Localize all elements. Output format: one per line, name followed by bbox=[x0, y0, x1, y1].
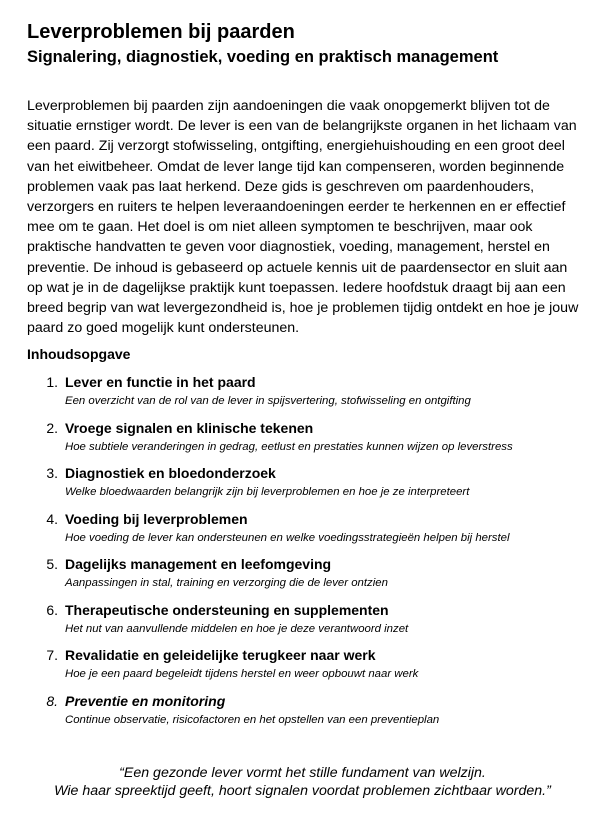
quote-line-1: “Een gezonde lever vormt het stille fundament van welzijn. bbox=[119, 765, 486, 781]
toc-item-title: Revalidatie en geleidelijke terugkeer naar werk bbox=[65, 647, 376, 663]
toc-item-number: 8. bbox=[46, 692, 58, 709]
toc-item-number: 6. bbox=[46, 601, 58, 618]
table-of-contents bbox=[0, 373, 605, 737]
toc-item-4 bbox=[0, 510, 605, 556]
toc-item-number: 7. bbox=[46, 647, 58, 663]
toc-item-3 bbox=[0, 464, 605, 510]
toc-item-description: Hoe subtiele veranderingen in gedrag, eetlust en prestaties kunnen wijzen op leverstress bbox=[65, 440, 513, 453]
toc-item-title: Therapeutische ondersteuning en supplementen bbox=[65, 601, 389, 618]
toc-heading: Inhoudsopgave bbox=[27, 346, 131, 362]
toc-item-description: Welke bloedwaarden belangrijk zijn bij leverproblemen en hoe je ze interpreteert bbox=[65, 486, 470, 498]
toc-item-6 bbox=[0, 601, 605, 647]
toc-item-number: 4. bbox=[46, 510, 58, 527]
intro-paragraph: Leverproblemen bij paarden zijn aandoeningen die vaak onopgemerkt blijven tot de situatie ernstiger wordt. De lever is een van de belangrijkste organen in het lichaam van een paard. Zij verzorgt stofwisseling, ontgifting, energiehuishouding en een groot deel van het eiwitbeheer. Omdat de lever lange tijd kan compenseren, worden beginnende problemen vaak pas laat herkend. Deze gids is geschreven om paardenhouders, verzorgers en ruiters te helpen leveraandoeningen eerder te herkennen en er effectief mee om te gaan. Het doel is om niet alleen symptomen te beschrijven, maar ook praktische handvatten te geven voor diagnostiek, voeding, management, herstel en preventie. De inhoud is gebaseerd op actuele kennis uit de paardensector en sluit aan op wat je in de dagelijkse praktijk kunt toepassen. Iedere hoofdstuk draagt bij aan een breed begrip van wat levergezondheid is, hoe je problemen tijdig ontdekt en hoe je jouw paard zo goed mogelijk kunt ondersteunen. bbox=[27, 98, 579, 337]
toc-item-description: Het nut van aanvullende middelen en hoe je deze verantwoord inzet bbox=[65, 622, 409, 635]
toc-item-description: Hoe voeding de lever kan ondersteunen en welke voedingsstrategieën helpen bij herstel bbox=[65, 531, 510, 544]
toc-item-8 bbox=[0, 692, 605, 738]
toc-item-title: Lever en functie in het paard bbox=[65, 374, 256, 390]
toc-item-title: Preventie en monitoring bbox=[65, 692, 226, 709]
toc-item-title: Diagnostiek en bloedonderzoek bbox=[65, 465, 276, 481]
toc-item-title: Vroege signalen en klinische tekenen bbox=[65, 419, 314, 436]
toc-item-1 bbox=[0, 373, 605, 419]
toc-item-title: Voeding bij leverproblemen bbox=[65, 510, 248, 527]
toc-item-description: Aanpassingen in stal, training en verzorging die de lever ontzien bbox=[65, 577, 388, 589]
document-title: Leverproblemen bij paarden bbox=[27, 21, 295, 43]
toc-item-2 bbox=[0, 419, 605, 465]
closing-quote bbox=[0, 764, 605, 800]
toc-item-description: Continue observatie, risicofactoren en het opstellen van een preventieplan bbox=[65, 713, 440, 726]
toc-item-number: 1. bbox=[46, 374, 58, 390]
quote-line-2: Wie haar spreektijd geeft, hoort signalen voordat problemen zichtbaar worden.” bbox=[54, 783, 551, 799]
toc-item-number: 2. bbox=[46, 419, 58, 436]
toc-item-description: Hoe je een paard begeleidt tijdens herstel en weer opbouwt naar werk bbox=[65, 668, 419, 680]
toc-item-description: Een overzicht van de rol van de lever in spijsvertering, stofwisseling en ontgifting bbox=[65, 395, 471, 407]
toc-item-5 bbox=[0, 555, 605, 601]
toc-item-title: Dagelijks management en leefomgeving bbox=[65, 556, 332, 572]
toc-item-number: 5. bbox=[46, 556, 58, 572]
toc-item-7 bbox=[0, 646, 605, 692]
toc-item-number: 3. bbox=[46, 465, 58, 481]
document-subtitle: Signalering, diagnostiek, voeding en praktisch management bbox=[27, 48, 499, 66]
